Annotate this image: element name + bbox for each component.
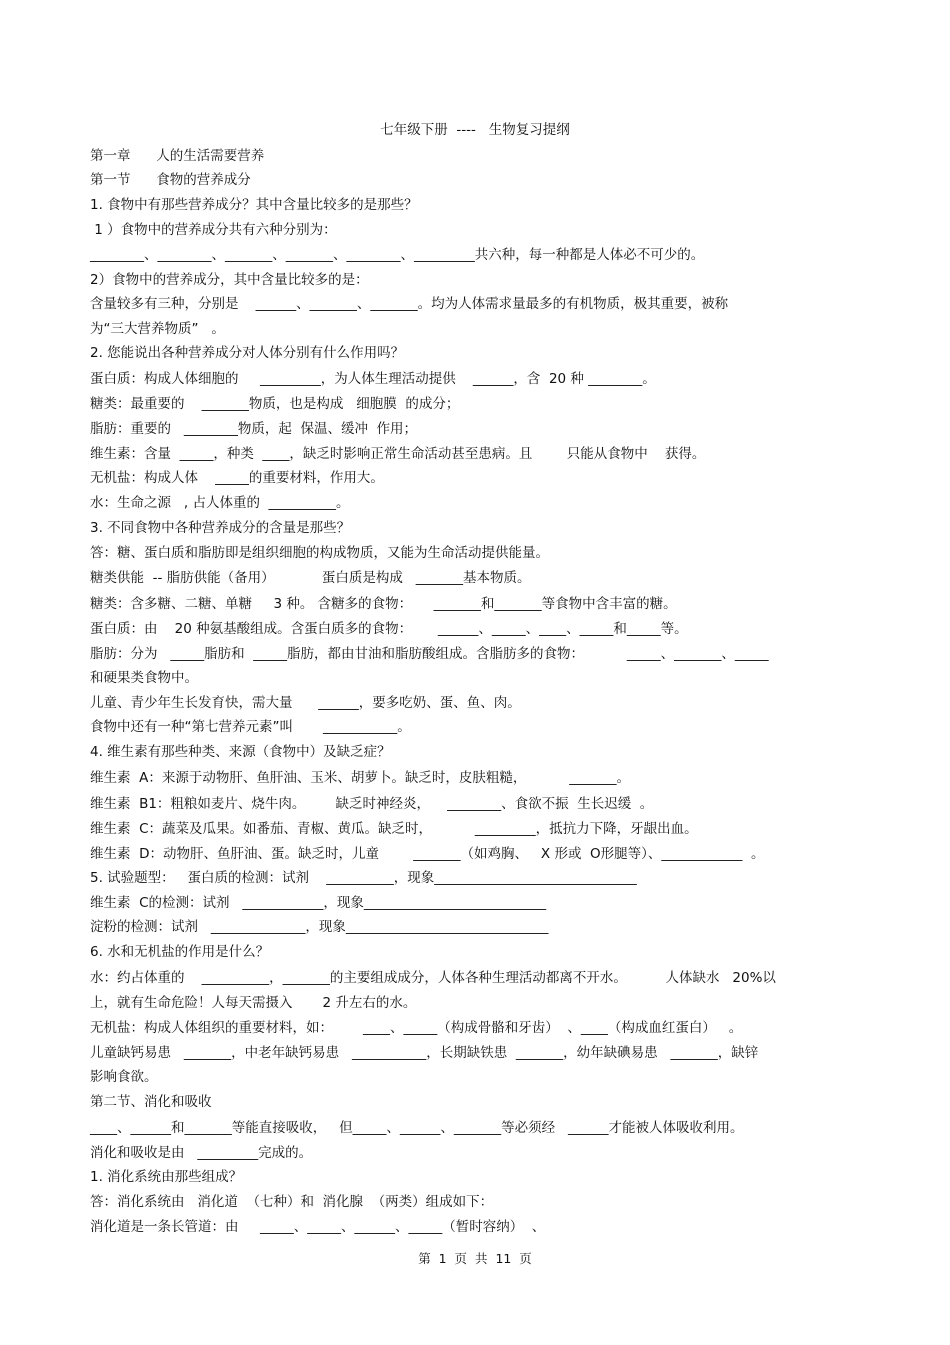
text-line: 糖类：含多糖、二糖、单糖 3 种。 含糖多的食物： _______和_______等食物中含丰富的糖。 bbox=[90, 596, 677, 612]
text-line: 消化道是一条长管道：由 _____、_____、______、_____（暂时容纳） 、 bbox=[90, 1219, 546, 1235]
text-line: 无机盐：构成人体组织的重要材料，如： ____、_____（构成骨骼和牙齿） 、____（构成血红蛋白） 。 bbox=[90, 1020, 743, 1036]
question-heading: 1. 消化系统由那些组成？ bbox=[90, 1169, 243, 1185]
text-line: 为“三大营养物质” 。 bbox=[90, 321, 225, 337]
text-line: ____、______和_______等能直接吸收， 但_____、______、_______等必须经 ______才能被人体吸收利用。 bbox=[90, 1120, 744, 1136]
text-line: 糖类供能 -- 脂肪供能（备用） 蛋白质是构成 _______基本物质。 bbox=[90, 570, 531, 586]
page-number-footer: 第 1 页 共 11 页 bbox=[418, 1251, 532, 1266]
text-line: 脂肪：分为 _____脂肪和 _____脂肪，都由甘油和脂肪酸组成。含脂肪多的食物： _____、_______、_____ bbox=[90, 646, 769, 662]
text-line: 上，就有生命危险！人每天需摄入 2 升左右的水。 bbox=[90, 995, 417, 1011]
text-line: 淀粉的检测：试剂 ______________，现象______________________________ bbox=[90, 919, 549, 935]
text-line: 儿童、青少年生长发育快，需大量 ______，要多吃奶、蛋、鱼、肉。 bbox=[90, 695, 521, 711]
document-title: 七年级下册 ---- 生物复习提纲 bbox=[380, 122, 570, 138]
text-line: 1 ）食物中的营养成分共有六种分别为： bbox=[90, 222, 337, 238]
text-line: 答：消化系统由 消化道 （七种）和 消化腺 （两类）组成如下： bbox=[90, 1194, 494, 1210]
question-heading: 6. 水和无机盐的作用是什么？ bbox=[90, 944, 270, 960]
text-line: 含量较多有三种，分别是 ______、_______、_______。均为人体需求量最多的有机物质，极其重要，被称 bbox=[90, 296, 729, 312]
text-line: 答：糖、蛋白质和脂肪即是组织细胞的构成物质，又能为生命活动提供能量。 bbox=[90, 545, 549, 561]
text-line: 脂肪：重要的 ________物质，起 保温、缓冲 作用； bbox=[90, 421, 418, 437]
text-line: 维生素 A：来源于动物肝、鱼肝油、玉米、胡萝卜。缺乏时，皮肤粗糙， _______。 bbox=[90, 770, 630, 786]
text-line: 5. 试验题型： 蛋白质的检测：试剂 __________，现象______________________________ bbox=[90, 870, 637, 886]
text-line: 水：约占体重的 __________，_______的主要组成成分，人体各种生理活动都离不开水。 人体缺水 20%以 bbox=[90, 970, 776, 986]
section-heading: 第一节 食物的营养成分 bbox=[90, 172, 251, 188]
question-heading: 1. 食物中有那些营养成分？其中含量比较多的是那些？ bbox=[90, 197, 418, 213]
text-line: 维生素：含量 _____，种类 ____，缺乏时影响正常生命活动甚至患病。且 只能从食物中 获得。 bbox=[90, 446, 706, 462]
text-line: 蛋白质：构成人体细胞的 _________，为人体生理活动提供 ______，含 20 种 ________。 bbox=[90, 371, 656, 387]
text-line: 2）食物中的营养成分，其中含量比较多的是： bbox=[90, 272, 369, 288]
text-line: 食物中还有一种“第七营养元素”叫 ___________。 bbox=[90, 719, 411, 735]
text-line: 糖类：最重要的 _______物质，也是构成 细胞膜 的成分； bbox=[90, 396, 460, 412]
question-heading: 2. 您能说出各种营养成分对人体分别有什么作用吗？ bbox=[90, 345, 405, 361]
text-line: 维生素 C的检测：试剂 ____________，现象___________________________ bbox=[90, 895, 547, 911]
text-line: 蛋白质：由 20 种氨基酸组成。含蛋白质多的食物： ______、_____、____、_____和_____等。 bbox=[90, 621, 688, 637]
text-line: 消化和吸收是由 _________完成的。 bbox=[90, 1145, 313, 1161]
question-heading: 3. 不同食物中各种营养成分的含量是那些？ bbox=[90, 520, 351, 536]
text-line: 和硬果类食物中。 bbox=[90, 670, 198, 686]
text-line: ________、________、_______、_______、________、_________共六种，每一种都是人体必不可少的。 bbox=[90, 247, 705, 263]
text-line: 维生素 D：动物肝、鱼肝油、蛋。缺乏时，儿童 _______（如鸡胸、 X 形或 O形腿等）、____________ 。 bbox=[90, 846, 765, 862]
text-line: 儿童缺钙易患 _______，中老年缺钙易患 ___________，长期缺铁患 _______，幼年缺碘易患 _______，缺锌 bbox=[90, 1045, 759, 1061]
question-heading: 4. 维生素有那些种类、来源（食物中）及缺乏症？ bbox=[90, 744, 391, 760]
section-heading: 第二节、消化和吸收 bbox=[90, 1094, 212, 1110]
text-line: 影响食欲。 bbox=[90, 1069, 158, 1085]
text-line: 维生素 C：蔬菜及瓜果。如番茄、青椒、黄瓜。缺乏时， _________，抵抗力下降，牙龈出血。 bbox=[90, 821, 698, 837]
text-line: 无机盐：构成人体 _____的重要材料，作用大。 bbox=[90, 470, 384, 486]
text-line: 水：生命之源 , 占人体重的 __________。 bbox=[90, 495, 350, 511]
text-line: 维生素 B1：粗粮如麦片、烧牛肉。 缺乏时神经炎， ________、食欲不振 生长迟缓 。 bbox=[90, 796, 654, 812]
chapter-heading: 第一章 人的生活需要营养 bbox=[90, 148, 265, 164]
